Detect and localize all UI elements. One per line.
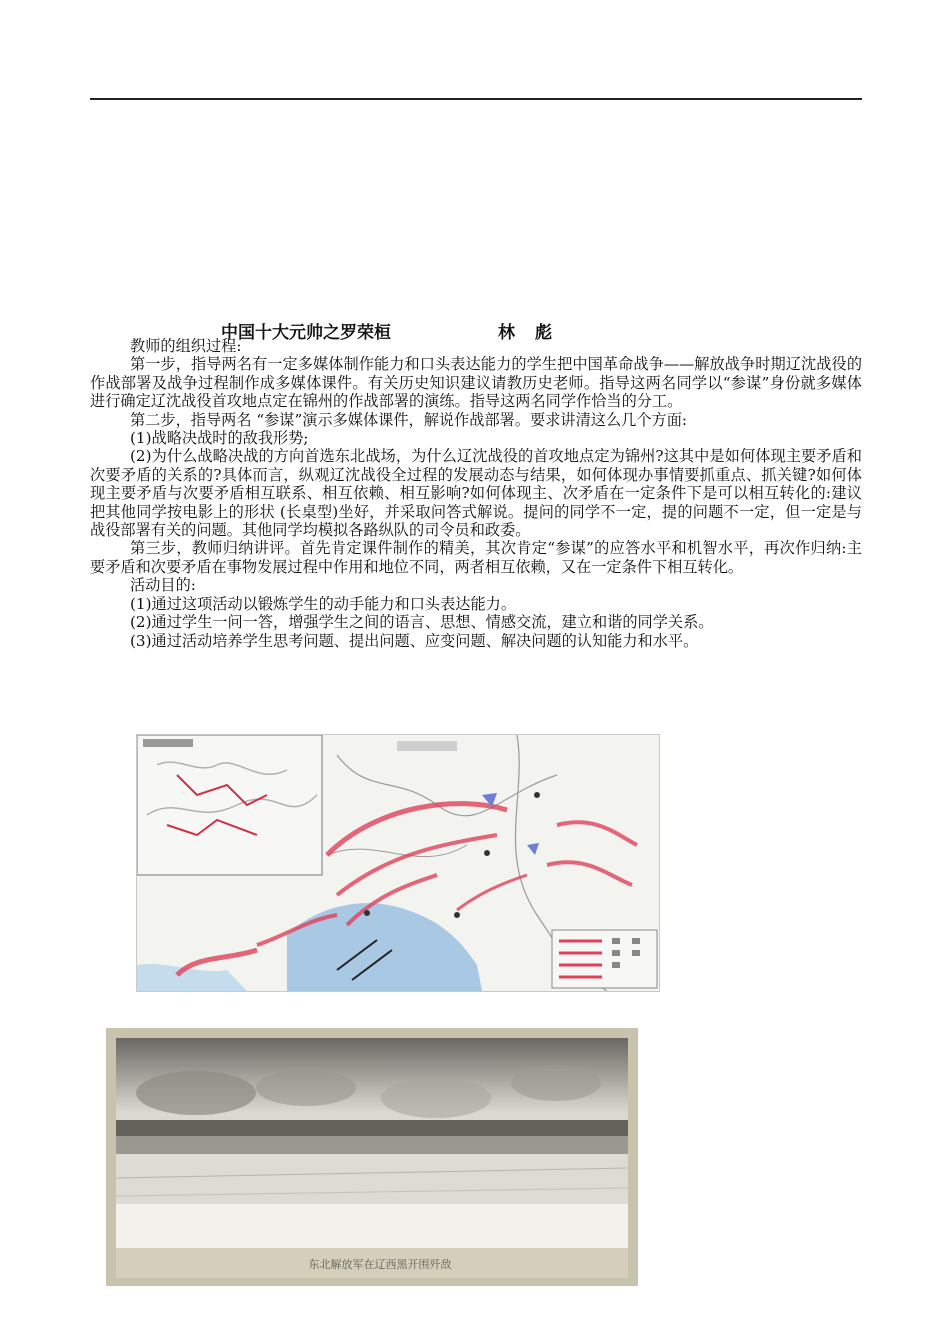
paragraph: 第二步，指导两名 “参谋”演示多媒体课件，解说作战部署。要求讲清这么几个方面: [130,410,688,429]
paragraph: 活动目的: [130,576,196,595]
header-rule [90,98,862,100]
paragraph: 教师的组织过程: [130,337,242,355]
paragraph: (2)通过学生一问一答，增强学生之间的语言、思想、情感交流，建立和谐的同学关系。 [130,613,714,632]
battle-photo-image [106,1028,638,1286]
paragraph: (3)通过活动培养学生思考问题、提出问题、应变问题、解决问题的认知能力和水平。 [130,631,699,650]
document-title: 中国十大元帅之罗荣桓 [221,323,391,343]
battle-photo-drawing [106,1028,638,1286]
paragraph: (1)战略决战时的敌我形势; [130,429,309,448]
paragraph: 第三步，教师归纳讲评。首先肯定课件制作的精美，其次肯定“参谋”的应答水平和机智水平，再次作归纳:主要矛盾和次要矛盾在事物发展过程中作用和地位不同，两者相互依赖，又在一定条件下相互转化。 [90,539,862,576]
document-author: 林彪 [498,323,572,343]
campaign-map-image [136,734,660,992]
campaign-map-drawing [137,735,659,991]
document-body [90,337,862,650]
photo-caption: 东北解放军在辽西黑开围歼敌 [308,1258,452,1271]
paragraph: (1)通过这项活动以锻炼学生的动手能力和口头表达能力。 [130,594,517,613]
paragraph: (2)为什么战略决战的方向首选东北战场，为什么辽沈战役的首攻地点定为锦州?这其中是如何体现主要矛盾和次要矛盾的关系的?具体而言，纵观辽沈战役全过程的发展动态与结果，如何体现办事情要抓重点、抓关键?如何体现主要矛盾与次要矛盾相互联系、相互依赖、相互影响?如何体现主、次矛盾在一定条件下是可以相互转化的:建议把其他同学按电影上的形状 (长桌型)坐好，并采取问答式解说。提问的同学不一定，提的问题不一定，但一定是与战役部署有关的问题。其他同学均模拟各路纵队的司令员和政委。 [90,447,862,540]
paragraph: 第一步，指导两名有一定多媒体制作能力和口头表达能力的学生把中国革命战争——解放战争时期辽沈战役的作战部署及战争过程制作成多媒体课件。有关历史知识建议请教历史老师。指导这两名同学以“参谋”身份就多媒体进行确定辽沈战役首攻地点定在锦州的作战部署的演练。指导这两名同学作恰当的分工。 [90,355,862,411]
